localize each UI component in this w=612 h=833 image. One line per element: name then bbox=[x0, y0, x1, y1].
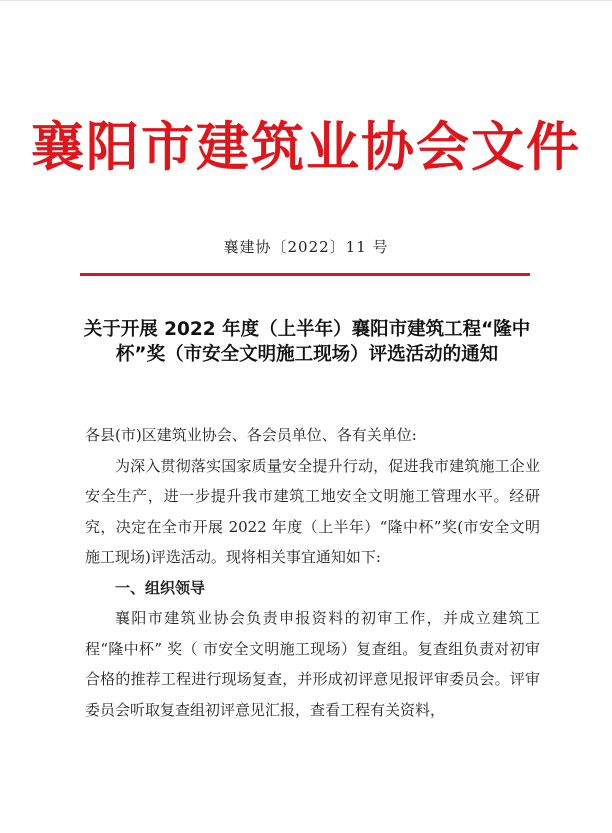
paragraph-intro: 为深入贯彻落实国家质量安全提升行动，促进我市建筑施工企业安全生产，进一步提升我市建筑工地安全文明施工管理水平。经研究，决定在全市开展 2022 年度（上半年）“隆中杯”奖(市安全文明施工现场)评选活动。现将相关事宜通知如下: bbox=[85, 456, 540, 566]
red-divider-line bbox=[80, 273, 530, 276]
notice-title: 关于开展 2022 年度（上半年）襄阳市建筑工程“隆中杯”奖（市安全文明施工现场）评选活动的通知 bbox=[83, 319, 531, 365]
paragraph-organization: 襄阳市建筑业协会负责申报资料的初审工作，并成立建筑工程“隆中杯” 奖（ 市安全文明施工现场）复查组。复查组负责对初审合格的推荐工程进行现场复查，并形成初评意见报评审委员会。评审委员会听取复查组初评意见汇报，查看工程有关资料， bbox=[85, 609, 540, 719]
salutation: 各县(市)区建筑业协会、各会员单位、各有关单位: bbox=[85, 426, 417, 444]
section-heading-organization: 一、组织领导 bbox=[115, 578, 206, 597]
document-body bbox=[85, 420, 540, 725]
page-top-edge bbox=[0, 0, 612, 1]
document-number: 襄建协〔2022〕11 号 bbox=[223, 238, 389, 256]
document-header-title: 襄阳市建筑业协会文件 bbox=[31, 116, 581, 178]
